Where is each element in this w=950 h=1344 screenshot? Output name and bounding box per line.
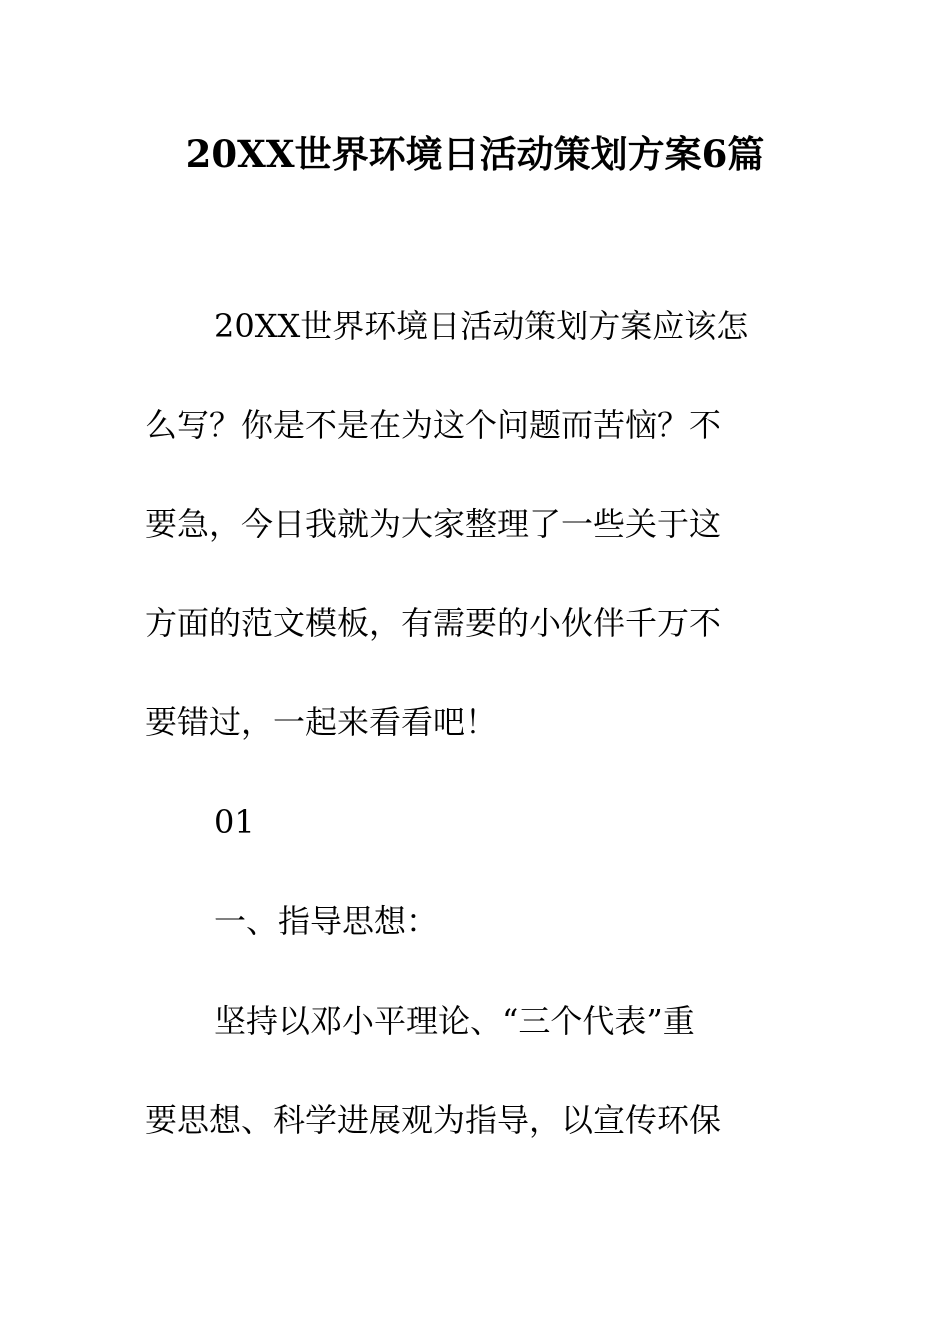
intro-line-3: 要急，今日我就为大家整理了一些关于这 (145, 505, 722, 543)
intro-line-2: 么写？你是不是在为这个问题而苦恼？不 (145, 406, 722, 444)
paragraph-line-1: 坚持以邓小平理论、“三个代表”重 (214, 1002, 695, 1040)
intro-line-1: 20XX世界环境日活动策划方案应该怎 (214, 307, 749, 345)
intro-line-4: 方面的范文模板，有需要的小伙伴千万不 (145, 604, 722, 642)
document-title: 20XX世界环境日活动策划方案6篇 (185, 132, 765, 176)
section-heading: 一、指导思想： (214, 902, 439, 940)
section-number: 01 (214, 803, 255, 841)
paragraph-line-2: 要思想、科学进展观为指导，以宣传环保 (145, 1101, 722, 1139)
intro-line-5: 要错过，一起来看看吧！ (145, 703, 498, 741)
